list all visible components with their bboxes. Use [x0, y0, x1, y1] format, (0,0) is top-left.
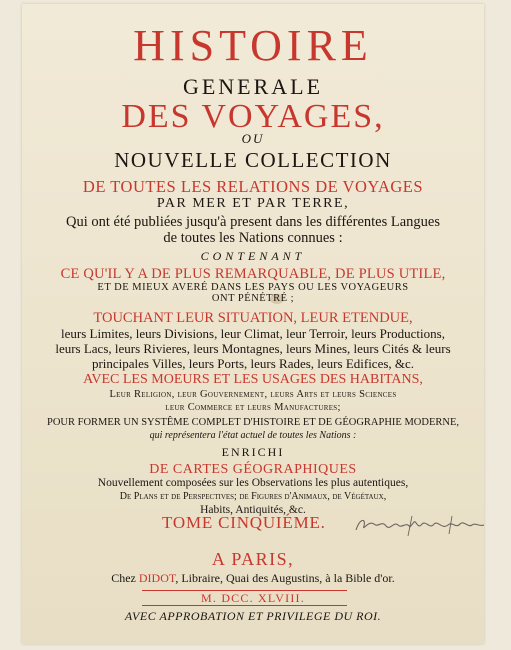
title-page — [22, 4, 484, 644]
publication-date: M. DCC. XLVIII. — [201, 591, 305, 605]
mer-terre-line: PAR MER ET PAR TERRE, — [156, 196, 350, 211]
cartes-heading: DE CARTES GÉOGRAPHIQUES — [149, 462, 357, 477]
publisher-address: , Libraire, Quai des Augustins, à la Bible d'or. — [175, 571, 395, 585]
tome-heading: TOME CINQUIÉME. — [162, 513, 326, 532]
moeurs-heading: AVEC LES MOEURS ET LES USAGES DES HABITANS, — [83, 372, 423, 387]
publisher-prefix: Chez — [111, 571, 139, 585]
subtitle-nouvelle-collection: NOUVELLE COLLECTION — [114, 148, 392, 172]
publisher-line — [22, 572, 484, 584]
title-generale: GENERALE — [182, 74, 324, 99]
plans-line: De Plans et de Perspectives; de Figures d'Animaux, de Végétaux, — [119, 491, 387, 502]
composees-line: Nouvellement composées sur les Observations les plus autentiques, — [97, 477, 409, 489]
systeme-line: POUR FORMER UN SYSTÊME COMPLET D'HISTOIRE ET DE GÉOGRAPHIE MODERNE, — [46, 417, 459, 428]
contenant-label: CONTENANT — [200, 249, 306, 263]
villes-line: principales Villes, leurs Ports, leurs Rades, leurs Edifices, &c. — [91, 356, 415, 371]
penetre-line: ONT PÉNÉTRÉ ; — [211, 293, 295, 304]
nations-line: de toutes les Nations connues : — [163, 230, 343, 246]
religion-line: Leur Religion, leur Gouvernement, leurs Arts et leurs Sciences — [109, 389, 397, 400]
publiees-line: Qui ont été publiées jusqu'à present dans les différentes Langues — [65, 214, 440, 230]
lacs-line: leurs Lacs, leurs Rivieres, leurs Montagnes, leurs Mines, leurs Cités & leurs — [55, 341, 451, 356]
situation-heading: TOUCHANT LEUR SITUATION, LEUR ETENDUE, — [93, 310, 413, 326]
represente-line: qui représentera l'état actuel de toutes les Nations : — [149, 430, 357, 441]
avere-line: ET DE MIEUX AVERÉ DANS LES PAYS OU LES VOYAGEURS — [97, 282, 409, 293]
habits-line: Habits, Antiquités, &c. — [200, 504, 306, 516]
title-des-voyages: DES VOYAGES, — [121, 98, 385, 135]
approbation-line: AVEC APPROBATION ET PRIVILEGE DU ROI. — [124, 609, 382, 623]
word-ou: OU — [241, 131, 265, 146]
handwritten-signature — [352, 512, 484, 538]
relations-heading: DE TOUTES LES RELATIONS DE VOYAGES — [82, 177, 424, 196]
commerce-line: leur Commerce et leurs Manufactures; — [165, 402, 341, 413]
publisher-name: DIDOT — [138, 571, 176, 585]
title-histoire: HISTOIRE — [133, 21, 373, 70]
enrichi-label: ENRICHI — [221, 445, 285, 459]
limites-line: leurs Limites, leurs Divisions, leur Climat, leur Terroir, leurs Productions, — [61, 326, 445, 341]
place-paris: A PARIS, — [211, 549, 295, 569]
remarquable-heading: CE QU'IL Y A DE PLUS REMARQUABLE, DE PLUS UTILE, — [60, 266, 446, 282]
